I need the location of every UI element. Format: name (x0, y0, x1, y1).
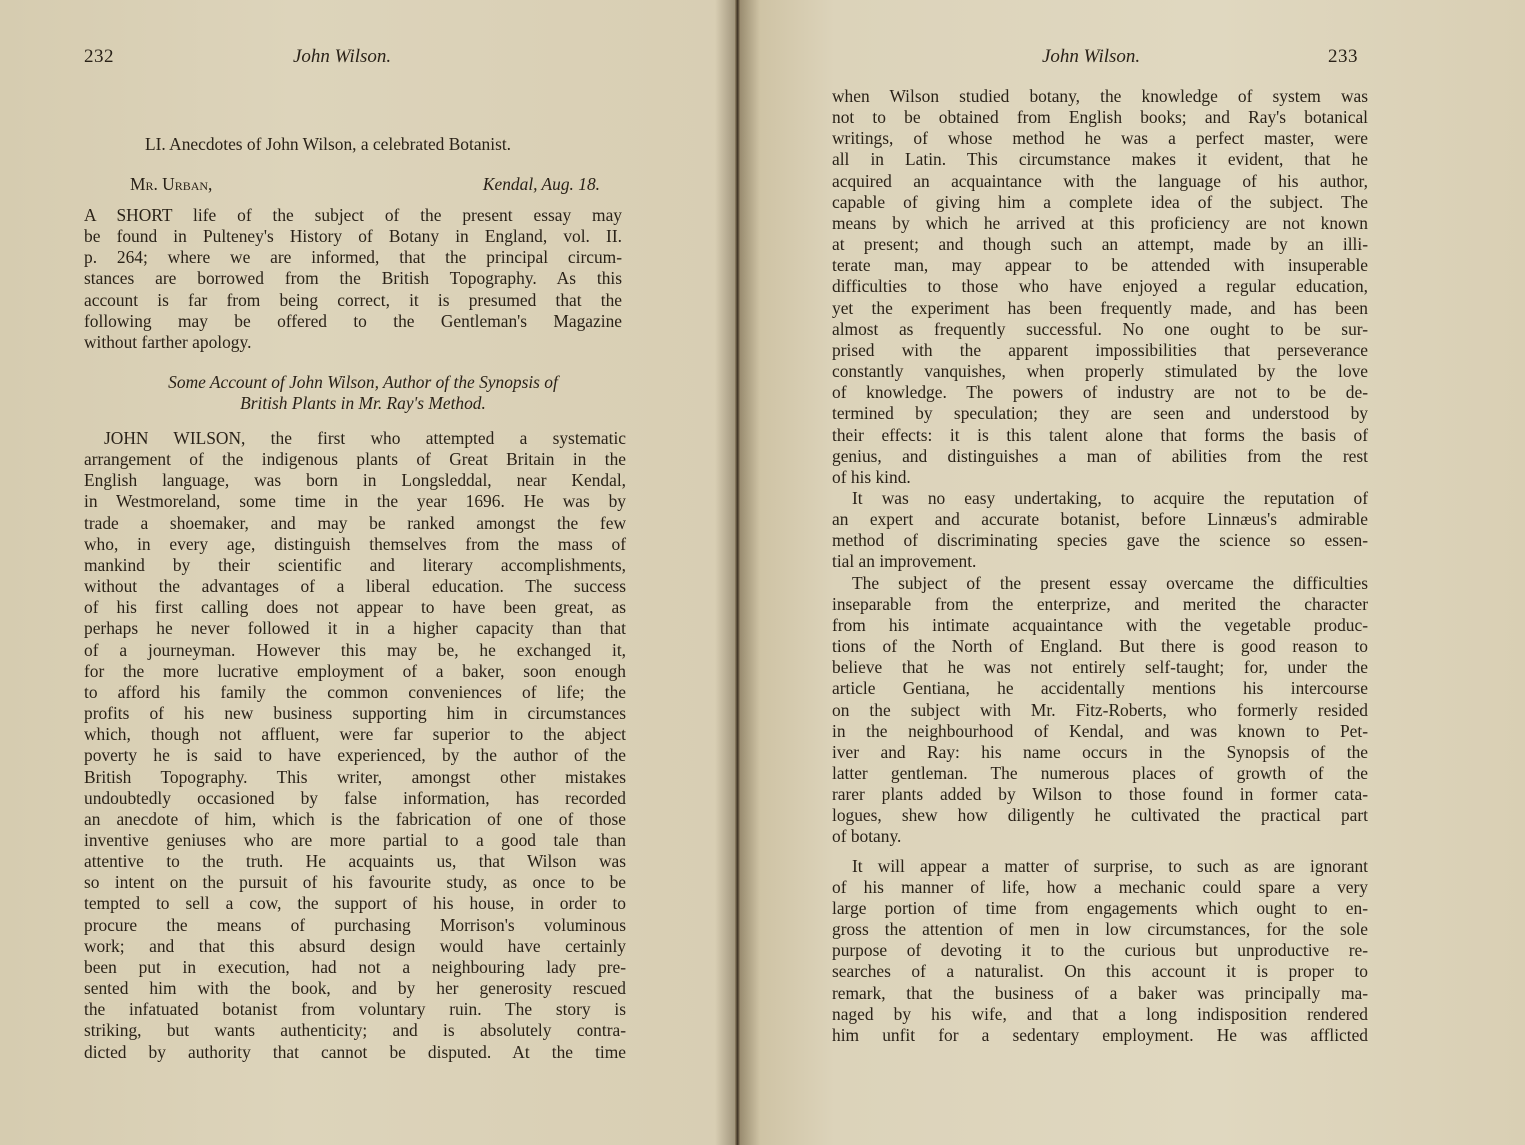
body-line: almost as frequently successful. No one ought to be sur- (832, 318, 1368, 339)
body-line: constantly vanquishes, when properly stimulated by the love (832, 361, 1368, 382)
body-line: British Topography. This writer, amongst other mistakes (84, 766, 626, 787)
left-page (0, 0, 735, 1145)
body-line: striking, but wants authenticity; and is absolutely contra- (84, 1020, 626, 1041)
body-line: remark, that the business of a baker was principally ma- (832, 982, 1368, 1003)
body-line: article Gentiana, he accidentally mentions his intercourse (832, 678, 1368, 699)
body-line: of his kind. (832, 466, 911, 487)
body-line: method of discriminating species gave the science so essen- (832, 530, 1368, 551)
continuation-paragraph (832, 86, 1368, 1046)
body-line: poverty he is said to have experienced, by the author of the (84, 745, 626, 766)
body-line: of his manner of life, how a mechanic could spare a very (832, 876, 1368, 897)
article-title: LI. Anecdotes of John Wilson, a celebrated Botanist. (145, 134, 512, 154)
body-line: writings, of whose method he was a perfect master, were (832, 128, 1368, 149)
salutation: Mr. Urban, (130, 174, 213, 194)
body-line: an expert and accurate botanist, before Linnæus's admirable (832, 509, 1368, 530)
body-line: to afford his family the common conveniences of life; the (84, 681, 626, 702)
body-line: means by which he arrived at this proficiency are not known (832, 212, 1368, 233)
body-line: arrangement of the indigenous plants of Great Britain in the (84, 449, 626, 470)
intro-line: without farther apology. (84, 331, 252, 352)
body-line: It was no easy undertaking, to acquire the reputation of (852, 487, 1368, 508)
subheading-line: British Plants in Mr. Ray's Method. (240, 393, 486, 413)
body-line: tions of the North of England. But there is good reason to (832, 636, 1368, 657)
body-line: inseparable from the enterprize, and merited the character (832, 593, 1368, 614)
body-line: the infatuated botanist from voluntary ruin. The story is (84, 999, 626, 1020)
page-number: 232 (84, 46, 114, 67)
running-head: John Wilson. (293, 46, 392, 67)
body-line: tempted to sell a cow, the support of his house, in order to (84, 893, 626, 914)
intro-line: p. 264; where we are informed, that the principal circum- (84, 247, 622, 268)
salutation-line (130, 174, 600, 195)
body-line: for the more lucrative employment of a baker, soon enough (84, 660, 626, 681)
body-line: perhaps he never followed it in a higher capacity than that (84, 618, 626, 639)
body-line: mankind by their scientific and literary accomplishments, (84, 554, 626, 575)
body-line: prised with the apparent impossibilities that perseverance (832, 339, 1368, 360)
subheading-line: Some Account of John Wilson, Author of the Synopsis of (168, 372, 558, 392)
running-head: John Wilson. (1042, 46, 1141, 67)
body-line: large portion of time from engagements which ought to en- (832, 897, 1368, 918)
body-line: termined by speculation; they are seen and understood by (832, 403, 1368, 424)
body-line: sented him with the book, and by her generosity rescued (84, 978, 626, 999)
body-line: profits of his new business supporting him in circumstances (84, 703, 626, 724)
body-line: without the advantages of a liberal education. The success (84, 576, 626, 597)
body-line: of a journeyman. However this may be, he exchanged it, (84, 639, 626, 660)
body-line: of his first calling does not appear to have been great, as (84, 597, 626, 618)
right-page (740, 0, 1525, 1145)
body-line: of botany. (832, 826, 902, 847)
body-line: trade a shoemaker, and may be ranked amongst the few (84, 512, 626, 533)
body-line: purpose of devoting it to the curious but unproductive re- (832, 940, 1368, 961)
body-line: difficulties to those who have enjoyed a regular education, (832, 276, 1368, 297)
intro-line: A SHORT life of the subject of the present essay may (84, 205, 622, 225)
intro-paragraph (84, 205, 622, 353)
body-line: of knowledge. The powers of industry are not to be de- (832, 382, 1368, 403)
body-line: tial an improvement. (832, 551, 977, 572)
subheading (98, 372, 628, 414)
body-line: capable of giving him a complete idea of the subject. The (832, 191, 1368, 212)
body-line: an anecdote of him, which is the fabrication of one of those (84, 808, 626, 829)
body-line: searches of a naturalist. On this account it is proper to (832, 961, 1368, 982)
body-line: at present; and though such an attempt, made by an illi- (832, 234, 1368, 255)
dateline: Kendal, Aug. 18. (482, 174, 600, 194)
body-line: in Westmoreland, some time in the year 1696. He was by (84, 491, 626, 512)
body-line: The subject of the present essay overcame the difficulties (852, 572, 1368, 593)
body-line: from his intimate acquaintance with the vegetable produc- (832, 614, 1368, 635)
body-line: attentive to the truth. He acquaints us, that Wilson was (84, 851, 626, 872)
body-line: not to be obtained from English books; and Ray's botanical (832, 107, 1368, 128)
body-line: so intent on the pursuit of his favourite study, as once to be (84, 872, 626, 893)
body-line: their effects: it is this talent alone that forms the basis of (832, 424, 1368, 445)
body-line: undoubtedly occasioned by false information, has recorded (84, 787, 626, 808)
body-line: rarer plants added by Wilson to those found in former cata- (832, 784, 1368, 805)
body-line: on the subject with Mr. Fitz-Roberts, who formerly resided (832, 699, 1368, 720)
body-line: been put in execution, had not a neighbouring lady pre- (84, 956, 626, 977)
body-line: in the neighbourhood of Kendal, and was known to Pet- (832, 720, 1368, 741)
body-line: gross the attention of men in low circumstances, for the sole (832, 919, 1368, 940)
body-line: English language, was born in Longsleddal, near Kendal, (84, 470, 626, 491)
body-line: It will appear a matter of surprise, to such as are ignorant (852, 855, 1368, 876)
intro-line: account is far from being correct, it is presumed that the (84, 289, 622, 310)
page-number: 233 (1328, 46, 1358, 67)
body-line: latter gentleman. The numerous places of growth of the (832, 763, 1368, 783)
body-line: terate man, may appear to be attended with insuperable (832, 255, 1368, 276)
body-line: dicted by authority that cannot be disputed. At the time (84, 1041, 626, 1062)
body-line: genius, and distinguishes a man of abilities from the rest (832, 445, 1368, 466)
body-line: believe that he was not entirely self-taught; for, under the (832, 657, 1368, 678)
book-gutter (715, 0, 760, 1145)
body-line: yet the experiment has been frequently made, and has been (832, 297, 1368, 318)
body-line: logues, shew how diligently he cultivated the practical part (832, 805, 1368, 826)
body-line: acquired an acquaintance with the language of his author, (832, 170, 1368, 191)
body-line: JOHN WILSON, the first who attempted a systematic (104, 428, 626, 448)
body-line: all in Latin. This circumstance makes it evident, that he (832, 149, 1368, 170)
body-line: when Wilson studied botany, the knowledge of system was (832, 86, 1368, 106)
body-line: iver and Ray: his name occurs in the Synopsis of the (832, 741, 1368, 762)
body-line: work; and that this absurd design would have certainly (84, 935, 626, 956)
intro-line: be found in Pulteney's History of Botany in England, vol. II. (84, 226, 622, 247)
body-line: him unfit for a sedentary employment. He was afflicted (832, 1024, 1368, 1045)
body-line: naged by his wife, and that a long indisposition rendered (832, 1003, 1368, 1024)
body-line: which, though not affluent, were far superior to the abject (84, 724, 626, 745)
intro-line: following may be offered to the Gentleman's Magazine (84, 310, 622, 331)
body-line: inventive geniuses who are more partial to a good tale than (84, 829, 626, 850)
body-line: who, in every age, distinguish themselves from the mass of (84, 533, 626, 554)
intro-line: stances are borrowed from the British Topography. As this (84, 268, 622, 289)
body-paragraph (84, 428, 626, 1063)
body-line: procure the means of purchasing Morrison's voluminous (84, 914, 626, 935)
